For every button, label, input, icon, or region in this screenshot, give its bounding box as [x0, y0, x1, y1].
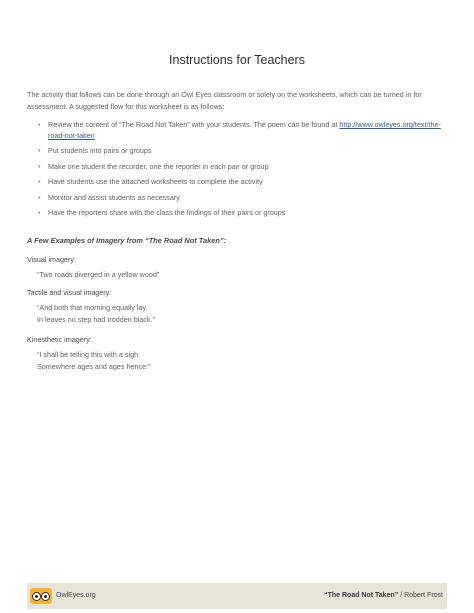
- quote-line: “I shall be telling this with a sigh: [37, 350, 139, 359]
- kinesthetic-imagery-label: Kinesthetic imagery:: [27, 335, 92, 344]
- list-item-text: Make one student the recorder, one the reporter in each pair or group: [48, 161, 269, 171]
- footer-citation: [324, 592, 443, 599]
- quote-line: Somewhere ages and ages hence:”: [37, 362, 151, 371]
- page-title: Instructions for Teachers: [169, 53, 305, 67]
- list-item: [38, 208, 448, 219]
- bullet-icon: •: [38, 146, 41, 155]
- suggested-flow-list: [38, 120, 448, 224]
- list-item: [38, 177, 448, 188]
- bullet-icon: •: [38, 192, 41, 202]
- owl-eye-right: [41, 592, 50, 601]
- bullet-icon: •: [38, 161, 41, 171]
- owl-eyes-logo-icon: [30, 588, 52, 604]
- visual-imagery-quote: [37, 269, 159, 281]
- list-item-text: Have students use the attached worksheets to complete the activity: [48, 177, 263, 186]
- quote-line: In leaves no step had trodden black.”: [37, 315, 155, 324]
- author-name: Robert Frost: [404, 592, 443, 599]
- page-footer: [27, 583, 447, 609]
- tactile-imagery-label: Tactile and visual imagery:: [27, 288, 112, 297]
- owl-eye-left: [32, 592, 41, 601]
- list-item-text: Put students into pairs or groups: [48, 146, 152, 155]
- quote-line: “Two roads diverged in a yellow wood”: [37, 270, 160, 279]
- bullet-icon: •: [38, 120, 41, 129]
- list-item: [38, 193, 448, 204]
- tactile-imagery-quote: [37, 302, 155, 326]
- poem-link[interactable]: http://www.owleyes.org/text/the-road-not-taken: [48, 120, 441, 140]
- list-item-text: Review the content of “The Road Not Taken” with your students. The poem can be found at: [48, 120, 340, 129]
- list-item: [38, 162, 448, 173]
- brand-name: OwlEyes.org: [56, 592, 96, 599]
- work-title: “The Road Not Taken”: [324, 592, 399, 599]
- bullet-icon: •: [38, 177, 41, 186]
- intro-paragraph: The activity that follows can be done through an Owl Eyes classroom or solely on the worksheets, which can be turned in for assessment. A suggested flow for this worksheet is as follows:: [27, 90, 422, 111]
- bullet-icon: •: [38, 208, 41, 217]
- quote-line: “And both that morning equally lay: [37, 303, 147, 312]
- list-item: [38, 120, 448, 141]
- visual-imagery-label: Visual imagery:: [27, 255, 77, 264]
- examples-heading: A Few Examples of Imagery from “The Road Not Taken”:: [27, 236, 227, 245]
- footer-separator: /: [398, 592, 405, 599]
- list-item-text: Monitor and assist students as necessary: [48, 192, 180, 202]
- list-item-text: Have the reporters share with the class the findings of their pairs or groups: [48, 208, 286, 217]
- kinesthetic-imagery-quote: [37, 349, 150, 373]
- list-item: [38, 146, 448, 157]
